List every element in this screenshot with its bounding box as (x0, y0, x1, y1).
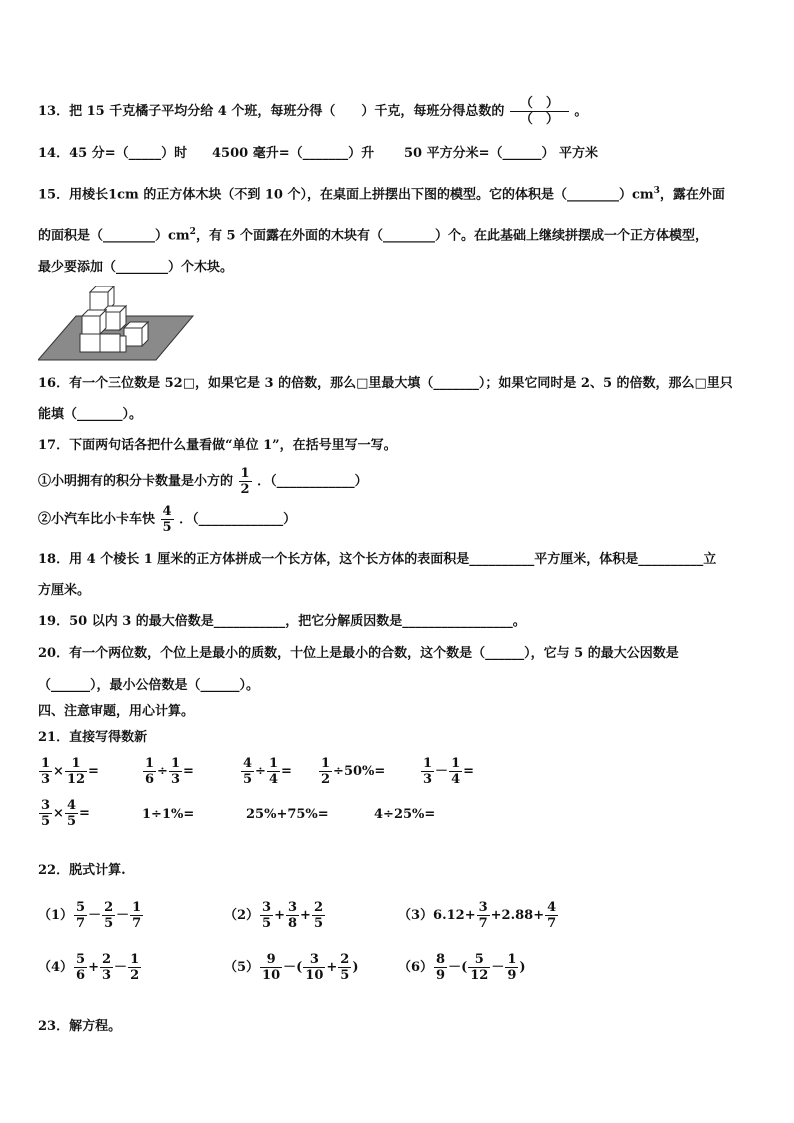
q21-5-b-den: 4 (451, 772, 461, 787)
question-14-part2: 4500 毫升=（_______）升 (212, 146, 375, 161)
question-18-line2: 方厘米。 (38, 583, 91, 598)
question-21-title: 21．直接写得数新 (38, 730, 148, 745)
q22-6-d2: 12 (470, 968, 489, 983)
q22-3-d1: 7 (478, 916, 488, 931)
q21-6-b-den: 5 (66, 814, 76, 829)
q22-1-d3: 7 (132, 916, 142, 931)
q21-6-eq: = (79, 806, 90, 821)
q13-end: 。 (574, 104, 588, 119)
q21-expr-2 (142, 756, 194, 787)
q22-2-d2: 8 (288, 916, 298, 931)
q21-expr-5 (420, 756, 474, 787)
q22-6-d1: 9 (436, 968, 446, 983)
q17-item2-post: ．（_____________） (179, 512, 297, 527)
q22-5-d1: 10 (262, 968, 281, 983)
question-22-title: 22．脱式计算. (38, 863, 126, 878)
q21-5-a-den: 3 (423, 772, 433, 787)
question-18-line1: 18．用 4 个棱长 1 厘米的正方体拼成一个长方体，这个长方体的表面积是__________平方厘米，体积是__________立 (38, 552, 717, 567)
q22-4-n1: 5 (76, 952, 86, 967)
q22-3-n2: 4 (547, 900, 557, 915)
q22-4-label: （4） (38, 960, 74, 975)
q13-frac-den: （ ） (519, 112, 559, 127)
q22-6-n1: 8 (436, 952, 446, 967)
q22-5-label: （5） (224, 960, 260, 975)
q15-line1-end: ，露在外面 (659, 187, 725, 203)
q22-2-n1: 3 (262, 900, 272, 915)
q21-expr-4 (318, 756, 385, 787)
q21-2-b-num: 1 (170, 756, 180, 771)
q22-3-d2: 7 (547, 916, 557, 931)
question-16-line1: 16．有一个三位数是 52□，如果它是 3 的倍数，那么□里最大填（_______）；如果它同时是 2、5 的倍数，那么□里只 (38, 376, 733, 391)
q22-4-n2: 2 (102, 952, 112, 967)
question-14-part1: 14．45 分=（_____）时 (38, 146, 188, 161)
q21-6-a-den: 5 (41, 814, 51, 829)
q15-line2-end: ，有 5 个面露在外面的木块有（________）个。在此基础上继续拼摆成一个正方体模型， (195, 228, 709, 244)
question-15-line3: 最少要添加（________）个木块。 (38, 260, 234, 275)
question-20-line1: 20．有一个两位数，个位上是最小的质数，十位上是最小的合数，这个数是（______），它与 5 的最大公因数是 (38, 646, 679, 661)
q21-2-b-den: 3 (170, 772, 180, 787)
q22-4-d2: 3 (102, 968, 112, 983)
q22-5-end: ) (352, 960, 359, 975)
question-20-line2: （______），最小公倍数是（______）。 (38, 678, 260, 693)
q22-5-d3: 5 (340, 968, 350, 983)
q17-item2-frac (161, 504, 174, 535)
q21-4-a-num: 1 (321, 756, 331, 771)
q21-3-a-den: 5 (243, 772, 253, 787)
q21-2-a-den: 6 (145, 772, 155, 787)
q17-item1-pre: ①小明拥有的积分卡数量是小方的 (38, 474, 234, 489)
q22-6-n3: 1 (507, 952, 517, 967)
q21-expr-3 (240, 756, 292, 787)
q22-2-n2: 3 (288, 900, 298, 915)
question-14-part3: 50 平方分米=（______） 平方米 (404, 146, 599, 161)
q21-1-b-den: 12 (66, 772, 86, 787)
q15-line2-sup: 2 (189, 227, 196, 237)
q22-1-n3: 1 (132, 900, 142, 915)
q22-1-op1: － (88, 908, 102, 923)
q22-6-end: ) (519, 960, 526, 975)
q21-5-a-num: 1 (423, 756, 433, 771)
q22-4-d3: 2 (130, 968, 140, 983)
q21-4-a-den: 2 (321, 772, 331, 787)
question-16-line2: 能填（_______）。 (38, 407, 143, 422)
q17-item1-num: 1 (240, 466, 250, 481)
q22-5-n1: 9 (260, 952, 282, 968)
q21-expr-1 (38, 756, 99, 787)
q22-4-op1: + (88, 960, 99, 975)
q22-2-d3: 5 (313, 916, 323, 931)
q17-item2-den: 5 (162, 520, 172, 535)
q17-item1-post: ．（____________） (257, 474, 368, 489)
q22-4-d1: 6 (76, 968, 86, 983)
q21-1-op: × (53, 764, 64, 779)
q21-3-eq: = (281, 764, 292, 779)
q22-1-d2: 5 (104, 916, 114, 931)
q22-5-n3: 2 (340, 952, 350, 967)
q21-3-b-num: 1 (268, 756, 278, 771)
q21-expr-6 (38, 798, 90, 829)
question-17-item1 (38, 466, 368, 497)
q21-1-b-num: 1 (65, 756, 87, 772)
q21-5-eq: = (463, 764, 475, 779)
q21-3-a-num: 4 (243, 756, 253, 771)
q22-1-op2: － (116, 908, 130, 923)
q13-frac-num: （ ） (510, 96, 569, 112)
q21-2-eq: = (183, 764, 194, 779)
q22-4-op2: － (114, 960, 128, 975)
q21-1-a-num: 1 (41, 756, 51, 771)
q22-problem-3 (398, 900, 559, 931)
q22-1-n1: 5 (76, 900, 86, 915)
q22-6-d3: 9 (507, 968, 517, 983)
q22-6-op2: － (491, 960, 505, 975)
question-19: 19．50 以内 3 的最大倍数是___________，把它分解质因数是_________________。 (38, 614, 526, 629)
q22-3-mid: +2.88+ (490, 908, 545, 923)
q22-2-label: （2） (224, 908, 260, 923)
q21-6-op: × (53, 806, 64, 821)
q22-1-d1: 7 (76, 916, 86, 931)
q17-item1-frac (239, 466, 252, 497)
q22-4-n3: 1 (130, 952, 140, 967)
q22-problem-4 (38, 952, 142, 983)
q21-expr-9: 4÷25%= (374, 807, 436, 822)
q22-5-op1: －( (283, 960, 303, 975)
section-4-title: 四、注意审题，用心计算。 (38, 704, 195, 719)
q22-problem-1 (38, 900, 144, 931)
q15-line1-text: 15．用棱长1cm 的正方体木块（不到 10 个），在桌面上拼摆出下图的模型。它的体积是（________）cm (38, 187, 654, 203)
q21-1-a-den: 3 (41, 772, 51, 787)
question-23-title: 23．解方程。 (38, 1019, 122, 1034)
question-17-title: 17．下面两句话各把什么量看做“单位 1”，在括号里写一写。 (38, 438, 397, 453)
q21-2-a-num: 1 (145, 756, 155, 771)
q22-2-op1: + (274, 908, 285, 923)
q17-item1-den: 2 (240, 482, 250, 497)
q22-3-n1: 3 (478, 900, 488, 915)
q21-1-eq: = (88, 764, 99, 779)
q13-text: 13．把 15 千克橘子平均分给 4 个班，每班分得（ ）千克，每班分得总数的 (38, 104, 505, 119)
q22-1-n2: 2 (104, 900, 114, 915)
question-15-line2 (38, 223, 708, 245)
q22-2-op2: + (300, 908, 311, 923)
q22-5-op2: + (326, 960, 338, 975)
q22-2-d1: 5 (262, 916, 272, 931)
q17-item2-pre: ②小汽车比小卡车快 (38, 512, 156, 527)
q21-4-op: ÷50%= (333, 764, 386, 779)
q22-6-op1: －( (448, 960, 468, 975)
q22-2-n3: 2 (313, 900, 323, 915)
q13-fraction (510, 96, 569, 127)
q22-1-label: （1） (38, 908, 74, 923)
q21-6-b-num: 4 (66, 798, 76, 813)
question-13 (38, 96, 587, 127)
cube-model-figure (38, 286, 196, 362)
q21-expr-8: 25%+75%= (246, 807, 329, 822)
q21-5-op: － (435, 764, 449, 779)
q22-6-label: （6） (398, 960, 434, 975)
q21-6-a-num: 3 (41, 798, 51, 813)
q22-problem-6 (398, 952, 526, 983)
q22-problem-5 (224, 952, 359, 983)
q15-line1-sup: 3 (653, 186, 660, 196)
q22-3-label: （3）6.12+ (398, 908, 476, 923)
question-17-item2 (38, 504, 296, 535)
q17-item2-num: 4 (162, 504, 172, 519)
q15-line2-text: 的面积是（________）cm (38, 228, 190, 244)
q21-3-b-den: 4 (268, 772, 278, 787)
q21-5-b-num: 1 (451, 756, 461, 771)
q22-problem-2 (224, 900, 326, 931)
q22-5-n2: 3 (303, 952, 325, 968)
q21-3-op: ÷ (255, 764, 266, 779)
q22-5-d2: 10 (305, 968, 324, 983)
q22-6-n2: 5 (468, 952, 490, 968)
q21-expr-7: 1÷1%= (142, 807, 195, 822)
q21-2-op: ÷ (157, 764, 168, 779)
question-15-line1 (38, 182, 725, 204)
